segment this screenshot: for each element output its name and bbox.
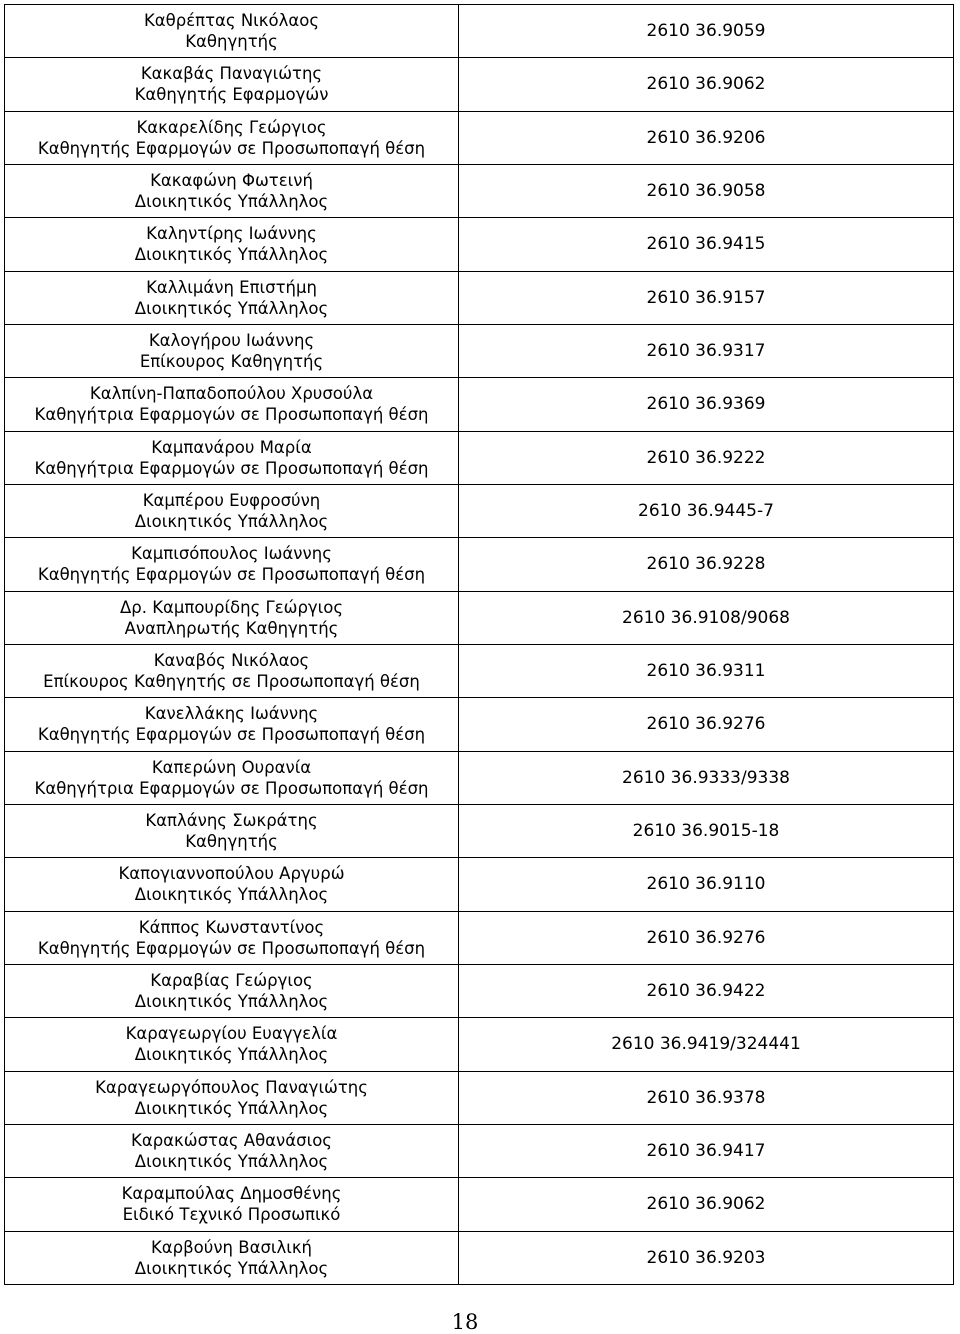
phone-number: 2610 36.9157 <box>459 271 954 324</box>
person-cell <box>5 538 459 591</box>
phone-number: 2610 36.9445-7 <box>459 484 954 537</box>
table-row <box>5 1071 954 1124</box>
person-cell <box>5 804 459 857</box>
person-title: Διοικητικός Υπάλληλος <box>134 1152 329 1172</box>
person-title: Ειδικό Τεχνικό Προσωπικό <box>122 1205 341 1225</box>
person-title: Καθηγήτρια Εφαρμογών σε Προσωποπαγή θέση <box>34 458 429 478</box>
phone-number: 2610 36.9276 <box>459 698 954 751</box>
person-cell <box>5 858 459 911</box>
person-name: Καραμπούλας Δημοσθένης <box>121 1184 342 1204</box>
person-title: Διοικητικός Υπάλληλος <box>134 885 329 905</box>
person-cell <box>5 1124 459 1177</box>
person-name: Κάππος Κωνσταντίνος <box>138 917 325 937</box>
person-name: Καληντίρης Ιωάννης <box>146 224 317 244</box>
person-title: Καθηγητής <box>185 832 278 852</box>
phone-number: 2610 36.9276 <box>459 911 954 964</box>
table-row <box>5 1178 954 1231</box>
person-name: Καρακώστας Αθανάσιος <box>131 1131 332 1151</box>
table-row <box>5 1231 954 1284</box>
person-name: Καπερώνη Ουρανία <box>151 757 312 777</box>
person-title: Καθηγητής Εφαρμογών σε Προσωποπαγή θέση <box>37 725 426 745</box>
person-name: Καραγεωργόπουλος Παναγιώτης <box>95 1077 368 1097</box>
person-title: Αναπληρωτής Καθηγητής <box>124 618 339 638</box>
phone-number: 2610 36.9110 <box>459 858 954 911</box>
phone-number: 2610 36.9059 <box>459 5 954 58</box>
person-title: Καθηγητής Εφαρμογών σε Προσωποπαγή θέση <box>37 565 426 585</box>
table-row <box>5 911 954 964</box>
person-title: Καθηγητής Εφαρμογών σε Προσωποπαγή θέση <box>37 938 426 958</box>
person-name: Καθρέπτας Νικόλαος <box>143 11 320 31</box>
person-title: Διοικητικός Υπάλληλος <box>134 512 329 532</box>
person-cell <box>5 911 459 964</box>
person-title: Επίκουρος Καθηγητής σε Προσωποπαγή θέση <box>43 672 420 692</box>
phone-number: 2610 36.9062 <box>459 58 954 111</box>
table-row <box>5 964 954 1017</box>
phone-number: 2610 36.9108/9068 <box>459 591 954 644</box>
person-name: Κακαβάς Παναγιώτης <box>140 64 323 84</box>
table-row <box>5 591 954 644</box>
phone-number: 2610 36.9311 <box>459 644 954 697</box>
person-cell <box>5 58 459 111</box>
phone-number: 2610 36.9415 <box>459 218 954 271</box>
person-name: Καμπανάρου Μαρία <box>151 437 312 457</box>
table-row <box>5 164 954 217</box>
phone-number: 2610 36.9203 <box>459 1231 954 1284</box>
person-name: Καραβίας Γεώργιος <box>150 971 313 991</box>
person-cell <box>5 698 459 751</box>
table-row <box>5 644 954 697</box>
table-row <box>5 538 954 591</box>
person-cell <box>5 111 459 164</box>
person-title: Καθηγήτρια Εφαρμογών σε Προσωποπαγή θέση <box>34 405 429 425</box>
phone-number: 2610 36.9206 <box>459 111 954 164</box>
person-cell <box>5 1018 459 1071</box>
phone-number: 2610 36.9422 <box>459 964 954 1017</box>
person-cell <box>5 218 459 271</box>
person-title: Καθηγητής <box>185 32 278 52</box>
person-name: Καναβός Νικόλαος <box>153 651 310 671</box>
person-name: Καρβούνη Βασιλική <box>150 1237 313 1257</box>
person-cell <box>5 1178 459 1231</box>
person-cell <box>5 431 459 484</box>
person-cell <box>5 1071 459 1124</box>
phone-number: 2610 36.9333/9338 <box>459 751 954 804</box>
person-name: Καλογήρου Ιωάννης <box>148 331 315 351</box>
table-row <box>5 1018 954 1071</box>
phone-number: 2610 36.9058 <box>459 164 954 217</box>
person-title: Διοικητικός Υπάλληλος <box>134 192 329 212</box>
table-row <box>5 804 954 857</box>
person-name: Κακαρελίδης Γεώργιος <box>136 117 327 137</box>
person-cell <box>5 378 459 431</box>
person-title: Διοικητικός Υπάλληλος <box>134 1045 329 1065</box>
person-name: Καραγεωργίου Ευαγγελία <box>125 1024 338 1044</box>
table-row <box>5 431 954 484</box>
person-title: Επίκουρος Καθηγητής <box>139 352 324 372</box>
person-cell <box>5 164 459 217</box>
person-cell <box>5 964 459 1017</box>
table-row <box>5 484 954 537</box>
phone-number: 2610 36.9228 <box>459 538 954 591</box>
person-cell <box>5 644 459 697</box>
table-row <box>5 858 954 911</box>
table-row <box>5 271 954 324</box>
phone-number: 2610 36.9419/324441 <box>459 1018 954 1071</box>
page-number: 18 <box>451 1310 479 1334</box>
person-cell <box>5 5 459 58</box>
table-row <box>5 324 954 377</box>
table-row <box>5 698 954 751</box>
person-title: Καθηγήτρια Εφαρμογών σε Προσωποπαγή θέση <box>34 778 429 798</box>
staff-directory-table <box>4 4 954 1285</box>
table-row <box>5 751 954 804</box>
person-name: Καμπέρου Ευφροσύνη <box>142 491 321 511</box>
person-title: Διοικητικός Υπάλληλος <box>134 1258 329 1278</box>
table-row <box>5 111 954 164</box>
person-name: Καλλιμάνη Επιστήμη <box>146 277 317 297</box>
phone-number: 2610 36.9378 <box>459 1071 954 1124</box>
person-title: Διοικητικός Υπάλληλος <box>134 992 329 1012</box>
person-name: Καμπισόπουλος Ιωάννης <box>131 544 332 564</box>
person-title: Καθηγητής Εφαρμογών σε Προσωποπαγή θέση <box>37 138 426 158</box>
person-cell <box>5 484 459 537</box>
person-cell <box>5 1231 459 1284</box>
person-name: Δρ. Καμπουρίδης Γεώργιος <box>119 597 344 617</box>
table-row <box>5 218 954 271</box>
person-title: Διοικητικός Υπάλληλος <box>134 1098 329 1118</box>
person-title: Διοικητικός Υπάλληλος <box>134 298 329 318</box>
person-name: Κανελλάκης Ιωάννης <box>144 704 319 724</box>
person-name: Καπογιαννοπούλου Αργυρώ <box>118 864 345 884</box>
phone-number: 2610 36.9062 <box>459 1178 954 1231</box>
directory-body <box>5 5 954 1285</box>
table-row <box>5 5 954 58</box>
person-cell <box>5 324 459 377</box>
phone-number: 2610 36.9417 <box>459 1124 954 1177</box>
person-cell <box>5 591 459 644</box>
person-cell <box>5 271 459 324</box>
table-row <box>5 58 954 111</box>
table-row <box>5 378 954 431</box>
person-cell <box>5 751 459 804</box>
phone-number: 2610 36.9222 <box>459 431 954 484</box>
person-name: Καλπίνη-Παπαδοπούλου Χρυσούλα <box>89 384 374 404</box>
phone-number: 2610 36.9317 <box>459 324 954 377</box>
person-name: Κακαφώνη Φωτεινή <box>150 171 313 191</box>
phone-number: 2610 36.9369 <box>459 378 954 431</box>
person-name: Καπλάνης Σωκράτης <box>145 811 318 831</box>
person-title: Διοικητικός Υπάλληλος <box>134 245 329 265</box>
person-title: Καθηγητής Εφαρμογών <box>134 85 329 105</box>
phone-number: 2610 36.9015-18 <box>459 804 954 857</box>
table-row <box>5 1124 954 1177</box>
